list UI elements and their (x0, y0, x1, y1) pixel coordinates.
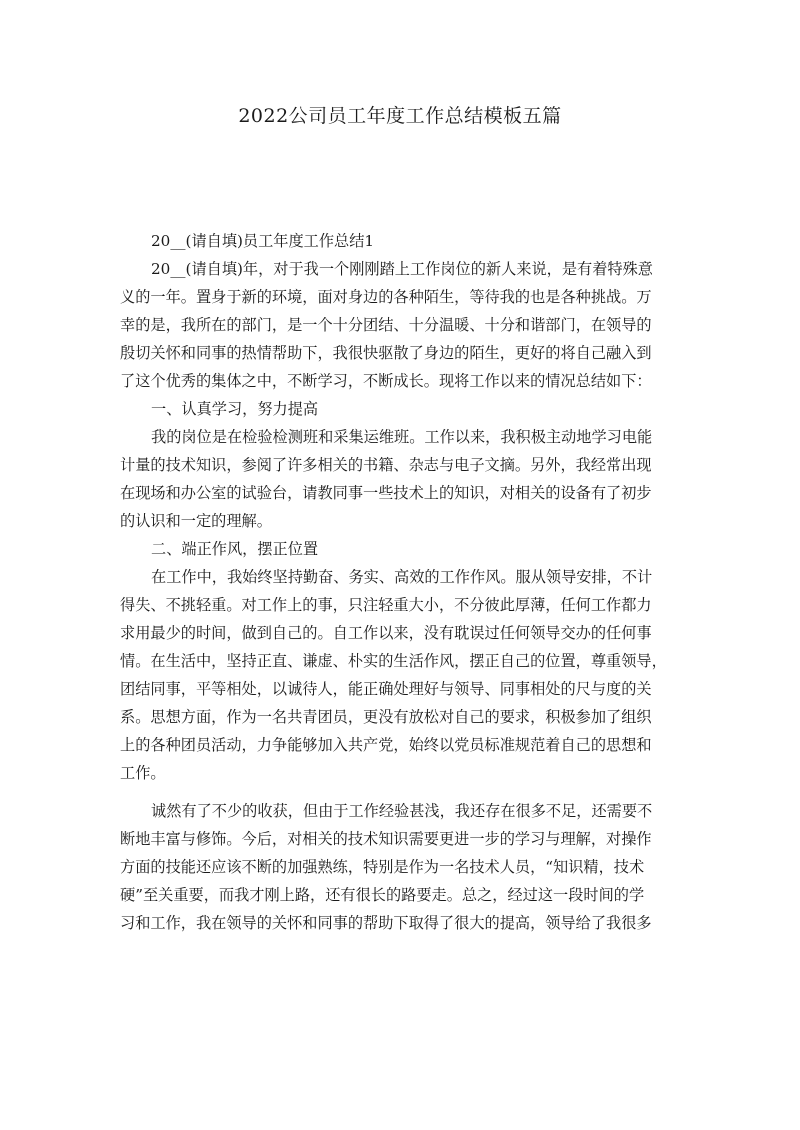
paragraph-line: 我的岗位是在检验检测班和采集运维班。工作以来，我积极主动地学习电能 (151, 428, 653, 446)
document-title: 2022公司员工年度工作总结模板五篇 (238, 105, 562, 127)
paragraph-line: 团结同事，平等相处，以诚待人，能正确处理好与领导、同事相处的尺与度的关 (120, 680, 652, 698)
paragraph-line: 义的一年。置身于新的环境，面对身边的各种陌生，等待我的也是各种挑战。万 (120, 288, 652, 306)
paragraph-line: 方面的技能还应该不断的加强熟练，特别是作为一名技术人员，“知识精，技术 (120, 858, 645, 876)
paragraph-line: 得失、不挑轻重。对工作上的事，只注轻重大小，不分彼此厚薄，任何工作都力 (120, 596, 652, 614)
section-heading-2: 一、认真学习，努力提高 (151, 400, 319, 418)
section-heading-1: 20__(请自填)员工年度工作总结1 (151, 232, 375, 250)
paragraph-line: 求用最少的时间，做到自己的。自工作以来，没有耽误过任何领导交办的任何事 (120, 624, 652, 642)
paragraph-line: 工作。 (120, 764, 166, 782)
paragraph-line: 系。思想方面，作为一名共青团员，更没有放松对自己的要求，积极参加了组织 (120, 708, 652, 726)
paragraph-line: 断地丰富与修饰。今后，对相关的技术知识需要更进一步的学习与理解，对操作 (120, 830, 652, 848)
paragraph-line: 20__(请自填)年，对于我一个刚刚踏上工作岗位的新人来说，是有着特殊意 (151, 260, 653, 278)
paragraph-line: 诚然有了不少的收获，但由于工作经验甚浅，我还存在很多不足，还需要不 (151, 802, 653, 820)
paragraph-line: 的认识和一定的理解。 (120, 512, 272, 530)
paragraph-line: 计量的技术知识，参阅了许多相关的书籍、杂志与电子文摘。另外，我经常出现 (120, 456, 652, 474)
paragraph-line: 在工作中，我始终坚持勤奋、务实、高效的工作作风。服从领导安排，不计 (151, 568, 653, 586)
paragraph-line: 习和工作，我在领导的关怀和同事的帮助下取得了很大的提高，领导给了我很多 (120, 914, 652, 932)
paragraph-line: 殷切关怀和同事的热情帮助下，我很快驱散了身边的陌生，更好的将自己融入到 (120, 344, 652, 362)
section-heading-3: 二、端正作风，摆正位置 (151, 540, 319, 558)
paragraph-line: 在现场和办公室的试验台，请教同事一些技术上的知识，对相关的设备有了初步 (120, 484, 652, 502)
paragraph-line: 了这个优秀的集体之中，不断学习，不断成长。现将工作以来的情况总结如下： (120, 372, 652, 390)
paragraph-line: 上的各种团员活动，力争能够加入共产党，始终以党员标准规范着自己的思想和 (120, 736, 652, 754)
paragraph-gap (120, 787, 686, 797)
document-body (120, 227, 686, 937)
paragraph-line: 情。在生活中，坚持正直、谦虚、朴实的生活作风，摆正自己的位置，尊重领导， (120, 652, 667, 670)
paragraph-line: 硬”至关重要，而我才刚上路，还有很长的路要走。总之，经过这一段时间的学 (120, 886, 645, 904)
paragraph-line: 幸的是，我所在的部门，是一个十分团结、十分温暖、十分和谐部门，在领导的 (120, 316, 652, 334)
